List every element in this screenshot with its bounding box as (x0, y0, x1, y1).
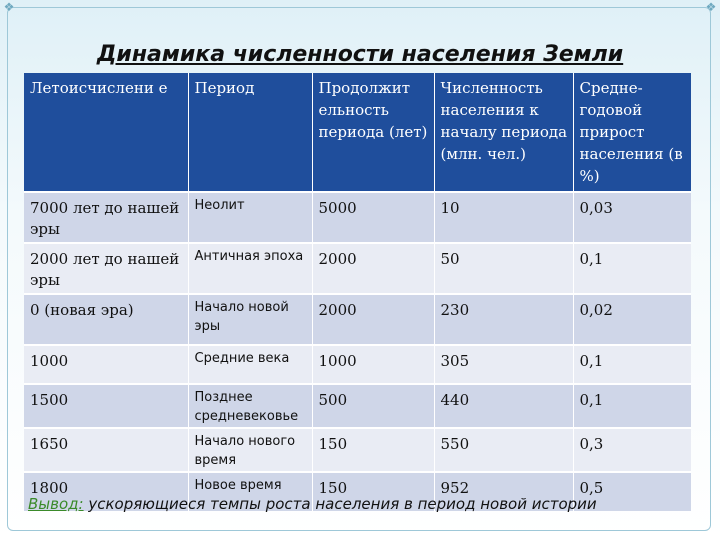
cell-growth: 0,5 (573, 472, 691, 511)
cell-period: Средние века (188, 345, 312, 384)
cell-chronology: 1650 (24, 428, 188, 472)
cell-period: Новое время (188, 472, 312, 511)
cell-duration: 150 (312, 428, 434, 472)
cell-population: 440 (434, 384, 573, 428)
cell-chronology: 7000 лет до нашей эры (24, 192, 188, 243)
conclusion-label: Вывод: (28, 495, 84, 513)
cell-population: 230 (434, 294, 573, 345)
cell-growth: 0,1 (573, 345, 691, 384)
cell-duration: 2000 (312, 294, 434, 345)
conclusion-body: ускоряющиеся темпы роста населения в период новой истории (83, 495, 597, 513)
table-row (24, 384, 691, 428)
slide-title: Динамика численности населения Земли (96, 42, 624, 67)
cell-chronology: 1800 (24, 472, 188, 511)
cell-growth: 0,02 (573, 294, 691, 345)
cell-chronology: 1000 (24, 345, 188, 384)
cell-population: 10 (434, 192, 573, 243)
cell-population: 50 (434, 243, 573, 294)
cell-chronology: 2000 лет до нашей эры (24, 243, 188, 294)
header-population: Численность населения к началу периода (млн. чел.) (434, 73, 573, 192)
corner-ornament-icon: ❖ (3, 0, 15, 14)
cell-chronology: 1500 (24, 384, 188, 428)
cell-population: 952 (434, 472, 573, 511)
table-header-row (24, 73, 691, 192)
cell-population: 550 (434, 428, 573, 472)
cell-period: Неолит (188, 192, 312, 243)
table-row (24, 345, 691, 384)
cell-population: 305 (434, 345, 573, 384)
cell-duration: 150 (312, 472, 434, 511)
table-row (24, 192, 691, 243)
cell-period: Позднее средневековье (188, 384, 312, 428)
header-chronology: Летоисчислени е (24, 73, 188, 192)
header-growth: Средне- годовой прирост населения (в %) (573, 73, 691, 192)
table-row (24, 428, 691, 472)
header-period: Период (188, 73, 312, 192)
cell-duration: 2000 (312, 243, 434, 294)
cell-growth: 0,1 (573, 384, 691, 428)
cell-period: Начало новой эры (188, 294, 312, 345)
cell-period: Начало нового время (188, 428, 312, 472)
cell-growth: 0,03 (573, 192, 691, 243)
table-row (24, 294, 691, 345)
table-row (24, 243, 691, 294)
cell-growth: 0,3 (573, 428, 691, 472)
cell-chronology: 0 (новая эра) (24, 294, 188, 345)
conclusion-text (28, 494, 668, 514)
cell-growth: 0,1 (573, 243, 691, 294)
population-table (24, 73, 691, 511)
cell-duration: 500 (312, 384, 434, 428)
corner-ornament-icon: ❖ (705, 0, 717, 14)
header-duration: Продолжит ельность периода (лет) (312, 73, 434, 192)
cell-duration: 5000 (312, 192, 434, 243)
cell-period: Античная эпоха (188, 243, 312, 294)
cell-duration: 1000 (312, 345, 434, 384)
